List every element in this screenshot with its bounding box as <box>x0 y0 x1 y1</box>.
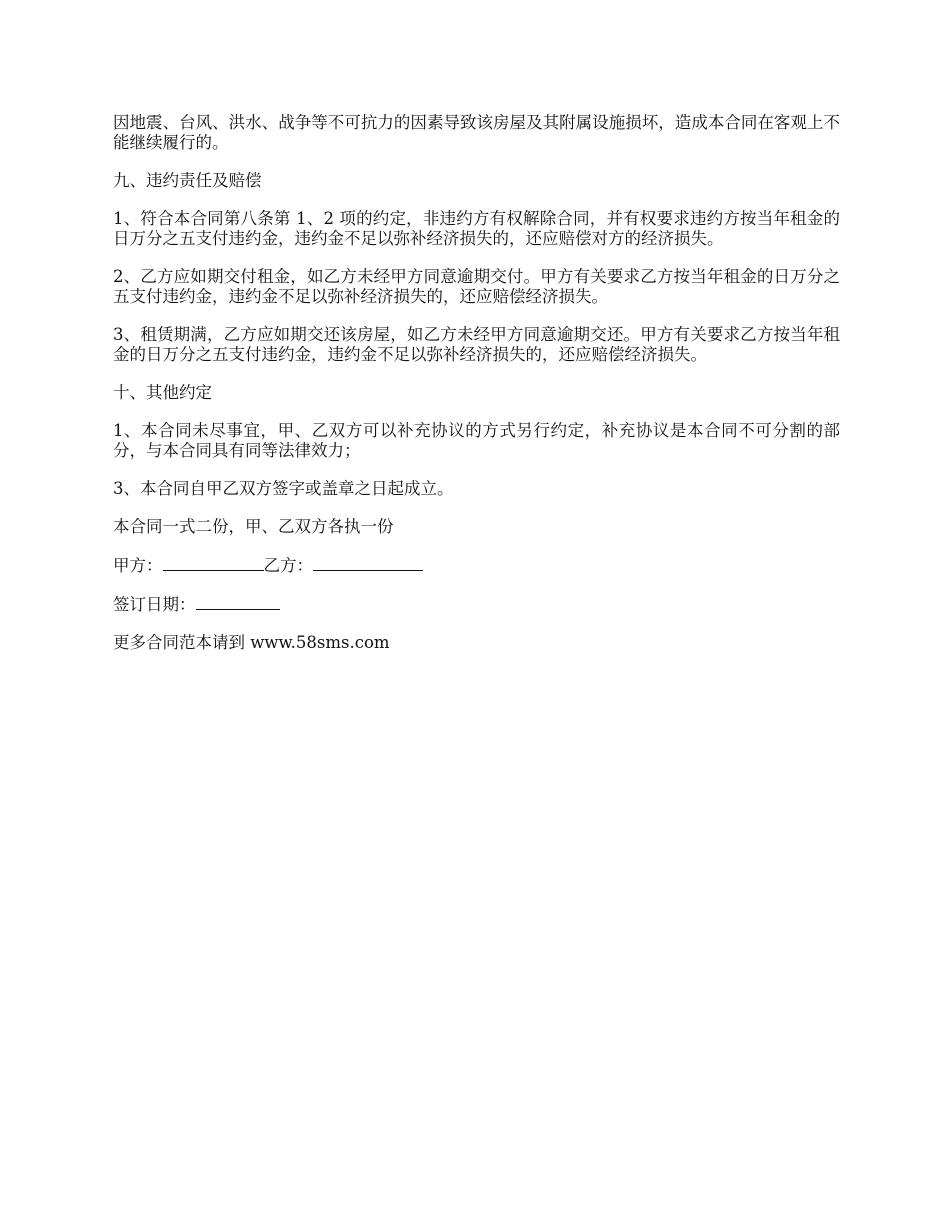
footer-text: 更多合同范本请到 www.58sms.com <box>113 633 390 652</box>
party-b-label: 乙方： <box>263 556 313 575</box>
paragraph-breach-3: 3、租赁期满，乙方应如期交还该房屋，如乙方未经甲方同意逾期交还。甲方有关要求乙方按当年租金的日万分之五支付违约金，违约金不足以弥补经济损失的，还应赔偿经济损失。 <box>113 325 840 364</box>
paragraph-breach-2: 2、乙方应如期交付租金，如乙方未经甲方同意逾期交付。甲方有关要求乙方按当年租金的日万分之五支付违约金，违约金不足以弥补经济损失的，还应赔偿经济损失。 <box>113 267 840 306</box>
paragraph-other-3: 3、本合同自甲乙双方签字或盖章之日起成立。 <box>113 479 454 498</box>
signature-line <box>113 555 840 576</box>
party-b-blank <box>313 555 423 571</box>
date-blank <box>196 594 280 610</box>
party-a-blank <box>163 555 264 571</box>
date-line <box>113 594 840 615</box>
contract-page <box>113 113 840 671</box>
paragraph-breach-1: 1、符合本合同第八条第 1、2 项的约定，非违约方有权解除合同，并有权要求违约方按当年租金的日万分之五支付违约金，违约金不足以弥补经济损失的，还应赔偿对方的经济损失。 <box>113 209 840 248</box>
section-heading-other: 十、其他约定 <box>113 383 212 402</box>
party-a-label: 甲方： <box>113 556 163 575</box>
paragraph-other-1: 1、本合同未尽事宜，甲、乙双方可以补充协议的方式另行约定，补充协议是本合同不可分割的部分，与本合同具有同等法律效力； <box>113 421 840 460</box>
paragraph-copies: 本合同一式二份，甲、乙双方各执一份 <box>113 517 394 536</box>
paragraph-force-majeure: 因地震、台风、洪水、战争等不可抗力的因素导致该房屋及其附属设施损坏，造成本合同在客观上不能继续履行的。 <box>113 113 840 152</box>
date-label: 签订日期： <box>113 595 196 614</box>
section-heading-breach: 九、违约责任及赔偿 <box>113 171 262 190</box>
